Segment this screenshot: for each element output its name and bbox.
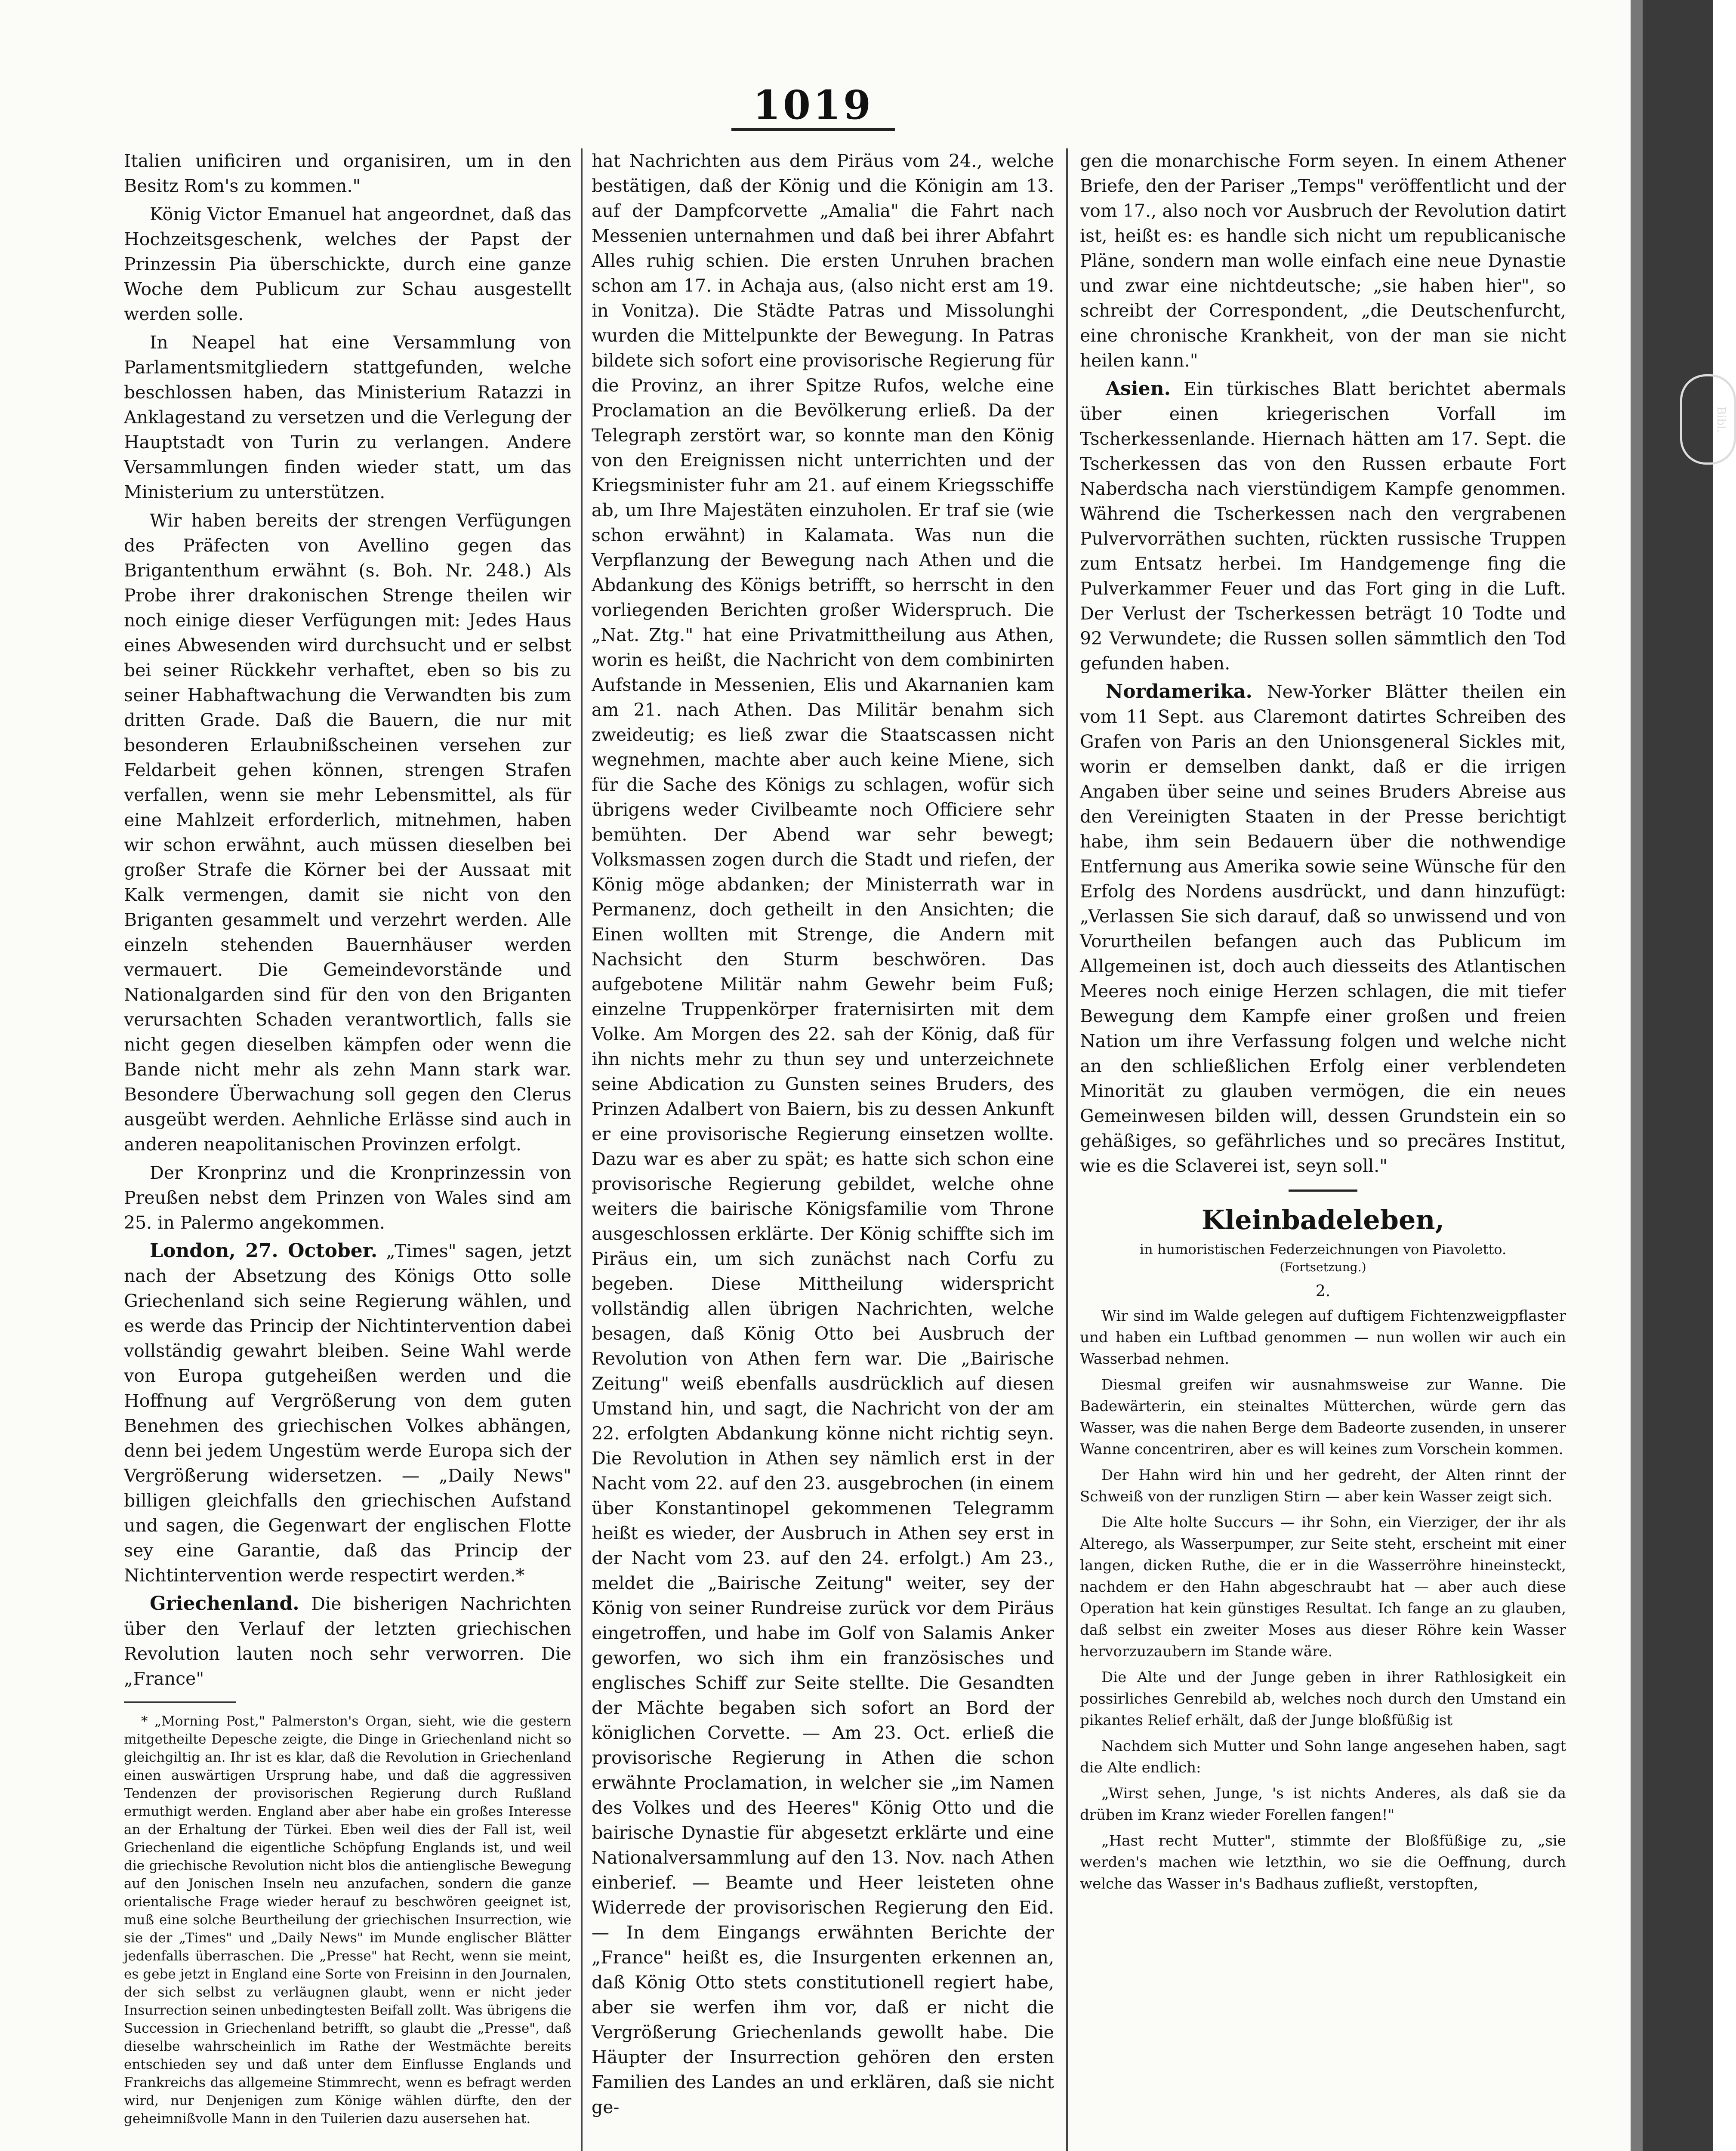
- article-paragraph: [1080, 679, 1566, 1178]
- article-text: Die bisherigen Nachrichten über den Verlauf der letzten griechischen Revolution lauten noch sehr verworren. Die „France": [124, 1593, 571, 1689]
- column-1: [124, 148, 571, 2151]
- article-paragraph: Italien unificiren und organisiren, um in den Besitz Rom's zu kommen.": [124, 151, 571, 196]
- feuilleton-paragraph: Der Hahn wird hin und her gedreht, der Alten rinnt der Schweiß von der runzligen Stirn — aber kein Wasser zeigt sich.: [1080, 1467, 1566, 1505]
- feuilleton-paragraph: Diesmal greifen wir ausnahmsweise zur Wanne. Die Badewärterin, ein steinaltes Mütterchen, würde gern das Wasser, was die nahen Berge dem Badeorte zusenden, in unserer Wanne concentriren, aber es will keines zum Vorschein kommen.: [1080, 1376, 1566, 1458]
- column-divider: [1066, 148, 1068, 2151]
- footnote-rule: [124, 1701, 236, 1703]
- article-paragraph: hat Nachrichten aus dem Piräus vom 24., welche bestätigen, daß der König und die Königin am 13. auf der Dampfcorvette „Amalia" die Fahrt nach Messenien unternahmen und daß bei ihrer Abfahrt Alles ruhig schien. Die ersten Unruhen brachen schon am 17. in Achaja aus, (also nicht erst am 19. in Vonitza). Die Städte Patras und Missolunghi wurden die Mittelpunkte der Bewegung. In Patras bildete sich sofort eine provisorische Regierung für die Provinz, an ihrer Spitze Rufos, welche eine Proclamation an die Bevölkerung erließ. Da der Telegraph zerstört war, so konnte man den König von den Ereignissen nicht unterrichten und der Kriegsminister fuhr am 21. auf einem Kriegsschiffe ab, um Ihre Majestäten einzuholen. Er traf sie (wie schon erwähnt) in Kalamata. Was nun die Verpflanzung der Bewegung nach Athen und die Abdankung des Königs betrifft, so herrscht in den vorliegenden Berichten großer Widerspruch. Die „Nat. Ztg." hat eine Privatmittheilung aus Athen, worin es heißt, die Nachricht von dem combinirten Aufstande in Messenien, Elis und Akarnanien kam am 21. nach Athen. Das Militär benahm sich zweideutig; es ließ zwar die Staatscassen nicht wegnehmen, machte aber auch keine Miene, sich für die Sache des Königs zu schlagen, wofür sich übrigens weder Civilbeamte noch Officiere sehr bemühten. Der Abend war sehr bewegt; Volksmassen zogen durch die Stadt und riefen, der König möge abdanken; der Ministerrath war in Permanenz, doch getheilt in den Ansichten; die Einen wollten mit Strenge, die Andern mit Nachsicht den Sturm beschwören. Das aufgebotene Militär nahm Gewehr beim Fuß; einzelne Truppenkörper fraternisirten mit dem Volke. Am Morgen des 22. sah der König, daß für ihn nichts mehr zu thun sey und unterzeichnete seine Abdication zu Gunsten seines Bruders, des Prinzen Adalbert von Baiern, bis zu dessen Ankunft er eine provisorische Regierung einsetzen wollte. Dazu war es aber zu spät; es hatte sich schon eine provisorische Regierung gebildet, welche ohne weiters die bairische Königsfamilie vom Throne ausgeschlossen erklärte. Der König schiffte sich im Piräus ein, um sich zunächst nach Corfu zu begeben. Diese Mittheilung widerspricht vollständig allen übrigen Nachrichten, welche besagen, daß König Otto bei Ausbruch der Revolution von Athen fern war. Die „Bairische Zeitung" weiß ebenfalls ausdrücklich auf diesen Umstand hin, und sagt, die Nachricht von der am 22. erfolgten Abdankung könne nicht richtig seyn. Die Revolution in Athen sey nämlich erst in der Nacht vom 22. auf den 23. ausgebrochen (in einem über Konstantinopel gekommenen Telegramm heißt es wieder, der Ausbruch in Athen sey erst in der Nacht vom 23. auf den 24. erfolgt.) Am 23., meldet die „Bairische Zeitung" weiter, sey der König von seiner Rundreise zurück vor dem Piräus eingetroffen, und habe im Golf von Salamis Anker geworfen, wo sich ihm ein französisches und englisches Schiff zur Seite stellte. Die Gesandten der Mächte begaben sich sofort an Bord der königlichen Corvette. — Am 23. Oct. erließ die provisorische Regierung in Athen die schon erwähnte Proclamation, in welcher sie „im Namen des Volkes und des Heeres" König Otto und die bairische Dynastie für abgesetzt erklärte und eine Nationalversammlung auf den 13. Nov. nach Athen einberief. — Beamte und Heer leisteten ohne Widerrede der provisorischen Regierung den Eid. — In dem Eingangs erwähnten Berichte der „France" heißt es, die Insurgenten erkennen an, daß König Otto stets constitutionell regiert habe, aber sie werfen ihm vor, daß er nicht die Vergrößerung Griechenlands gewollt habe. Die Häupter der Insurrection gehören den ersten Familien des Landes an und erklären, daß sie nicht ge-: [592, 151, 1054, 2117]
- article-paragraph: König Victor Emanuel hat angeordnet, daß das Hochzeitsgeschenk, welches der Papst der Prinzessin Pia überschickte, durch eine ganze Woche dem Publicum zur Schau ausgestellt werden solle.: [124, 204, 571, 324]
- column-divider: [581, 148, 583, 2151]
- article-paragraph: gen die monarchische Form seyen. In einem Athener Briefe, den der Pariser „Temps" veröffentlicht und der vom 17., also noch vor Ausbruch der Revolution datirt ist, heißt es: es handle sich nicht um republicanische Pläne, sondern man wolle einfach eine neue Dynastie und zwar eine nichtdeutsche; „sie haben hier", so schreibt der Correspondent, „die Deutschenfurcht, eine chronische Krankheit, von der man sie nicht heilen kann.": [1080, 151, 1566, 371]
- article-paragraph: [124, 1239, 571, 1588]
- scan-border: [1631, 0, 1713, 2151]
- article-paragraph: Wir haben bereits der strengen Verfügungen des Präfecten von Avellino gegen das Brigantenthum erwähnt (s. Boh. Nr. 248.) Als Probe ihrer drakonischen Strenge theilen wir noch einige dieser Verfügungen mit: Jedes Haus eines Abwesenden wird durchsucht und er selbst bei seiner Rückkehr verhaftet, eben so bis zu seiner Habhaftwachung die Verwandten bis zum dritten Grade. Daß die Bauern, die nur mit besonderen Erlaubnißscheinen versehen zur Feldarbeit gehen können, strengen Strafen verfallen, wenn sie mehr Lebensmittel, als für eine Mahlzeit erforderlich, mitnehmen, haben wir schon erwähnt, auch müssen dieselben bei großer Strafe die Körner bei der Aussaat mit Kalk vermengen, damit sie nicht von den Briganten gesammelt und verzehrt werden. Alle einzeln stehenden Bauernhäuser werden vermauert. Die Gemeindevorstände und Nationalgarden sind für den von den Briganten verursachten Schaden verantwortlich, falls sie nicht gegen dieselben kämpfen oder wenn die Bande nicht mehr als zehn Mann stark war. Besondere Überwachung soll gegen den Clerus ausgeübt werden. Aehnliche Erlässe sind auch in anderen neapolitanischen Provinzen erfolgt.: [124, 510, 571, 1155]
- feuilleton-paragraph: „Hast recht Mutter", stimmte der Bloßfüßige zu, „sie werden's machen wie letzthin, wo sie die Oeffnung, durch welche das Wasser in's Badhaus zufließt, verstopften,: [1080, 1832, 1566, 1892]
- article-paragraph: Der Kronprinz und die Kronprinzessin von Preußen nebst dem Prinzen von Wales sind am 25. in Palermo angekommen.: [124, 1162, 571, 1233]
- dateline-asien: Asien.: [1106, 378, 1171, 400]
- column-2: [592, 148, 1054, 2151]
- article-text: „Times" sagen, jetzt nach der Absetzung des Königs Otto solle Griechenland sich seine Regierung wählen, und es werde das Princip der Nichtintervention dabei vollständig gewahrt bleiben. Seine Wahl werde von Europa gutgeheißen werden und die Hoffnung auf Vergrößerung von dem guten Benehmen des griechischen Volkes abhängen, denn bei jedem Ungestüm werde Europa sich der Vergrößerung widersetzen. — „Daily News" billigen gleichfalls den griechischen Aufstand und sagen, die Gegenwart der englischen Flotte sey eine Garantie, daß das Princip der Nichtintervention werde respectirt werden.*: [124, 1241, 571, 1586]
- feuilleton-title: Kleinbadeleben,: [1201, 1204, 1445, 1236]
- dateline-nordamerika: Nordamerika.: [1106, 681, 1252, 703]
- feuilleton-subtitle: in humoristischen Federzeichnungen von Piavoletto.: [1139, 1241, 1507, 1257]
- dateline-london: London, 27. October.: [150, 1240, 378, 1262]
- scan-edge: [1631, 0, 1643, 2151]
- page-number: 1019: [752, 82, 874, 128]
- footnote: * „Morning Post," Palmerston's Organ, sieht, wie die gestern mitgetheilte Depesche zeigte, die Dinge in Griechenland nicht so gleichgiltig an. Ihr ist es klar, daß die Revolution in Griechenland einen auswärtigen Ursprung habe, und daß die aggressiven Tendenzen der provisorischen Regierung durch Rußland ermuthigt werden. England aber aber habe ein großes Interesse an der Erhaltung der Türkei. Eben weil dies der Fall ist, weil Griechenland die eigentliche Schöpfung Englands ist, und weil die griechische Revolution nicht blos die antienglische Bewegung auf den Jonischen Inseln neu anzufachen, sondern die ganze orientalische Frage wieder herauf zu beschwören geeignet ist, muß eine solche Beurtheilung der griechischen Insurrection, wie sie der „Times" und „Daily News" im Munde englischer Blätter jedenfalls überraschen. Die „Presse" hat Recht, wenn sie meint, es gebe jetzt in England eine Sorte von Freisinn in den Journalen, der sich selbst zu verläugnen glaubt, wenn er nicht jeder Insurrection seinen unbedingtesten Beifall zollt. Was übrigens die Succession in Griechenland betrifft, so glaubt die „Presse", daß dieselbe wahrscheinlich im Rathe der Westmächte bereits entschieden sey und daß unter dem Einflusse Englands und Frankreichs das allgemeine Stimmrecht, wenn es befragt werden wird, nur Denjenigen zum Könige wählen dürfte, den der geheimnißvolle Mann in den Tuilerien dazu ausersehen hat.: [124, 1713, 571, 2126]
- article-text: Ein türkisches Blatt berichtet abermals über einen kriegerischen Vorfall im Tscherkessenlande. Hiernach hätten am 17. Sept. die Tscherkessen das von den Russen erbaute Fort Naberdscha nach vierstündigem Kampfe genommen. Während die Tscherkessen nach den vergrabenen Pulvervorräthen suchten, rückten russische Truppen zum Entsatz herbei. Im Handgemenge fing die Pulverkammer Feuer und das Fort ging in die Luft. Der Verlust der Tscherkessen beträgt 10 Todte und 92 Verwundete; die Russen sollen sämmtlich den Tod gefunden haben.: [1080, 379, 1566, 674]
- article-paragraph: In Neapel hat eine Versammlung von Parlamentsmitgliedern stattgefunden, welche beschlossen haben, das Ministerium Ratazzi in Anklagestand zu versetzen und die Verlegung der Hauptstadt von Turin zu verlangen. Andere Versammlungen finden wieder statt, um das Ministerium zu unterstützen.: [124, 332, 571, 502]
- feuilleton-paragraph: Die Alte und der Junge geben in ihrer Rathlosigkeit ein possirliches Genrebild ab, welches noch durch den Umstand ein pikantes Relief erhält, daß der Junge bloßfüßig ist: [1080, 1669, 1566, 1729]
- feuilleton-paragraph: Wir sind im Walde gelegen auf duftigem Fichtenzweigpflaster und haben ein Luftbad genommen — nun wollen wir auch ein Wasserbad nehmen.: [1080, 1307, 1566, 1368]
- column-3: [1080, 148, 1566, 2151]
- article-text: New-Yorker Blätter theilen ein vom 11 Sept. aus Claremont datirtes Schreiben des Grafen von Paris an den Unionsgeneral Sickles mit, worin er demselben dankt, daß er die irrigen Angaben über seine und seines Bruders Abreise aus den Vereinigten Staaten in der Presse berichtigt habe, ihm sein Bedauern über die nothwendige Entfernung aus Amerika sowie seine Wünsche für den Erfolg des Nordens ausdrückt, und dann hinzufügt: „Verlassen Sie sich darauf, daß so unwissend und von Vorurtheilen befangen auch das Publicum im Allgemeinen ist, doch auch diesseits des Atlantischen Meeres noch einige Herzen schlagen, die mit tiefer Bewegung dem Kampfe einer großen und freien Nation um ihre Verfassung folgen und welche nicht an den schließlichen Erfolg einer verblendeten Minorität zu glauben vermögen, die ein neues Gemeinwesen bilden will, dessen Grundstein ein so gehäßiges, so gefährliches und so precäres Institut, wie es die Sclaverei ist, seyn soll.": [1080, 681, 1566, 1176]
- feuilleton-number: 2.: [1315, 1282, 1331, 1300]
- header-rule: [731, 128, 895, 131]
- feuilleton-paragraph: „Wirst sehen, Junge, 's ist nichts Anderes, als daß sie da drüben im Kranz wieder Forellen fangen!": [1080, 1785, 1566, 1824]
- feuilleton-paragraph: Nachdem sich Mutter und Sohn lange angesehen haben, sagt die Alte endlich:: [1080, 1738, 1566, 1776]
- dateline-griechenland: Griechenland.: [150, 1593, 299, 1615]
- section-separator: [1289, 1190, 1357, 1192]
- article-paragraph: [1080, 376, 1566, 676]
- feuilleton-note: (Fortsetzung.): [1280, 1260, 1366, 1274]
- library-stamp: Bibl.: [1680, 374, 1736, 465]
- article-paragraph: [124, 1591, 571, 1691]
- feuilleton-paragraph: Die Alte holte Succurs — ihr Sohn, ein Vierziger, der ihr als Alterego, als Wasserpumper, zur Seite steht, erscheint mit einer langen, dicken Ruthe, die er in die Wasserröhre hineinsteckt, nachdem er den Hahn abgeschraubt hat — aber auch diese Operation hat kein günstiges Resultat. Ich fange an zu glauben, daß selbst ein zweiter Moses aus dieser Röhre kein Wasser hervorzuzaubern im Stande wäre.: [1080, 1514, 1566, 1660]
